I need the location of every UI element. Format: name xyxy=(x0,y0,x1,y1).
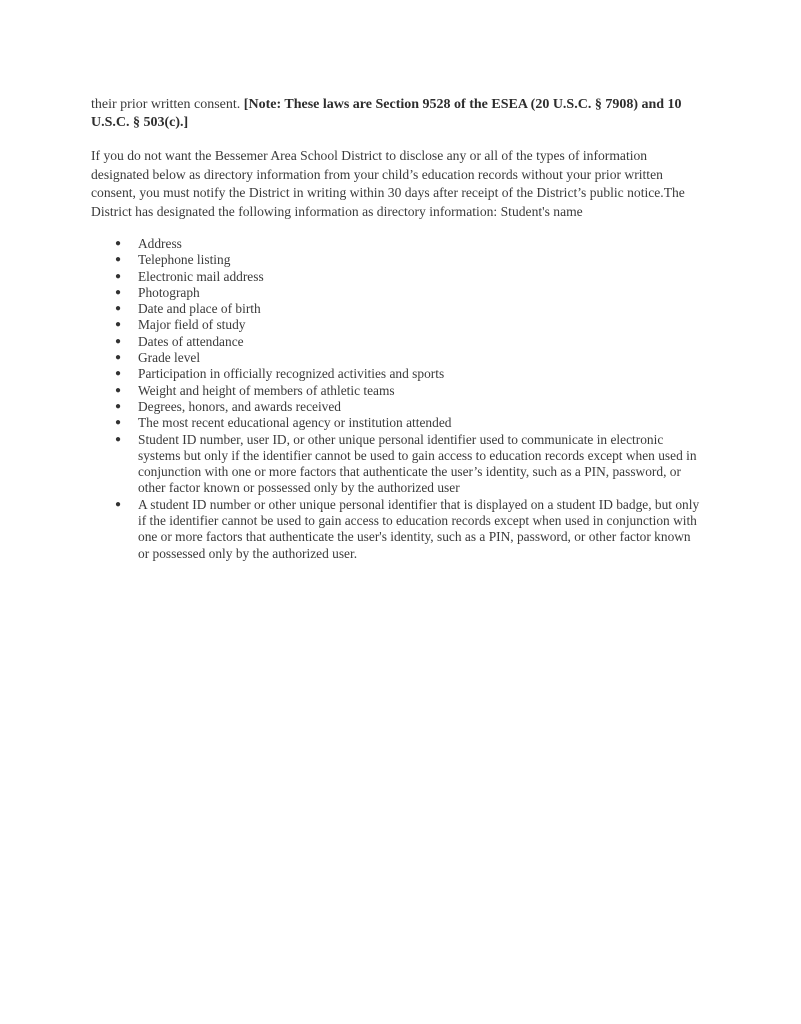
bullet-icon: ● xyxy=(115,238,122,249)
list-item-text: Date and place of birth xyxy=(138,301,261,317)
bullet-icon: ● xyxy=(115,433,122,445)
document-page xyxy=(91,96,703,562)
legal-note: [Note: These laws are Section 9528 of the ESEA (20 U.S.C. § 7908) and 10 U.S.C. § 503(c).] xyxy=(91,97,682,130)
list-item xyxy=(91,252,703,268)
list-item xyxy=(91,366,703,382)
bullet-icon: ● xyxy=(115,417,122,429)
bullet-icon: ● xyxy=(115,254,122,266)
list-item-text: Telephone listing xyxy=(138,252,231,268)
list-item xyxy=(91,497,703,562)
consent-paragraph xyxy=(91,96,703,132)
bullet-icon: ● xyxy=(115,384,122,396)
directory-information-list xyxy=(91,236,703,562)
list-item-text: Weight and height of members of athletic teams xyxy=(138,382,395,398)
list-item xyxy=(91,350,703,366)
consent-lead-text: their prior written consent. xyxy=(91,97,244,112)
list-item-text: A student ID number or other unique personal identifier that is displayed on a student ID badge, but only if the identifier cannot be used to gain access to education records except when used in conjunction with one or more factors that authenticate the user's identity, such as a PIN, password, or other factor known or possessed only by the authorized user. xyxy=(138,496,700,561)
list-item xyxy=(91,301,703,317)
list-item-text: The most recent educational agency or institution attended xyxy=(138,415,452,431)
bullet-icon: ● xyxy=(115,303,122,315)
list-item xyxy=(91,415,703,431)
list-item xyxy=(91,432,703,497)
list-item xyxy=(91,317,703,333)
list-item-text: Photograph xyxy=(138,284,200,300)
bullet-icon: ● xyxy=(115,368,122,380)
list-item-text: Dates of attendance xyxy=(138,333,244,349)
list-item xyxy=(91,269,703,285)
list-item xyxy=(91,285,703,301)
bullet-icon: ● xyxy=(115,352,122,364)
list-item-text: Participation in officially recognized activities and sports xyxy=(138,366,445,382)
opt-out-paragraph: If you do not want the Bessemer Area School District to disclose any or all of the types of information designated below as directory information from your child’s education records without your prior written consent, you must notify the District in writing within 30 days after receipt of the District’s public notice.The District has designated the following information as directory information: Student's name xyxy=(91,148,685,219)
list-item xyxy=(91,236,703,252)
list-item-text: Electronic mail address xyxy=(138,268,264,284)
list-item-text: Degrees, honors, and awards received xyxy=(138,398,342,414)
list-item xyxy=(91,399,703,415)
list-item xyxy=(91,334,703,350)
bullet-icon: ● xyxy=(115,319,122,331)
list-item xyxy=(91,383,703,399)
list-item-text: Student ID number, user ID, or other unique personal identifier used to communicate in electronic systems but only if the identifier cannot be used to gain access to education records except when used in conjunction with one or more factors that authenticate the user’s identity, such as a PIN, password, or other factor known or possessed only by the authorized user xyxy=(138,431,697,496)
bullet-icon: ● xyxy=(115,270,122,282)
list-item-text: Major field of study xyxy=(138,317,246,333)
bullet-icon: ● xyxy=(115,498,122,510)
bullet-icon: ● xyxy=(115,286,122,298)
bullet-icon: ● xyxy=(115,400,122,412)
bullet-icon: ● xyxy=(115,335,122,347)
list-item-text: Address xyxy=(138,236,182,251)
list-item-text: Grade level xyxy=(138,350,201,366)
